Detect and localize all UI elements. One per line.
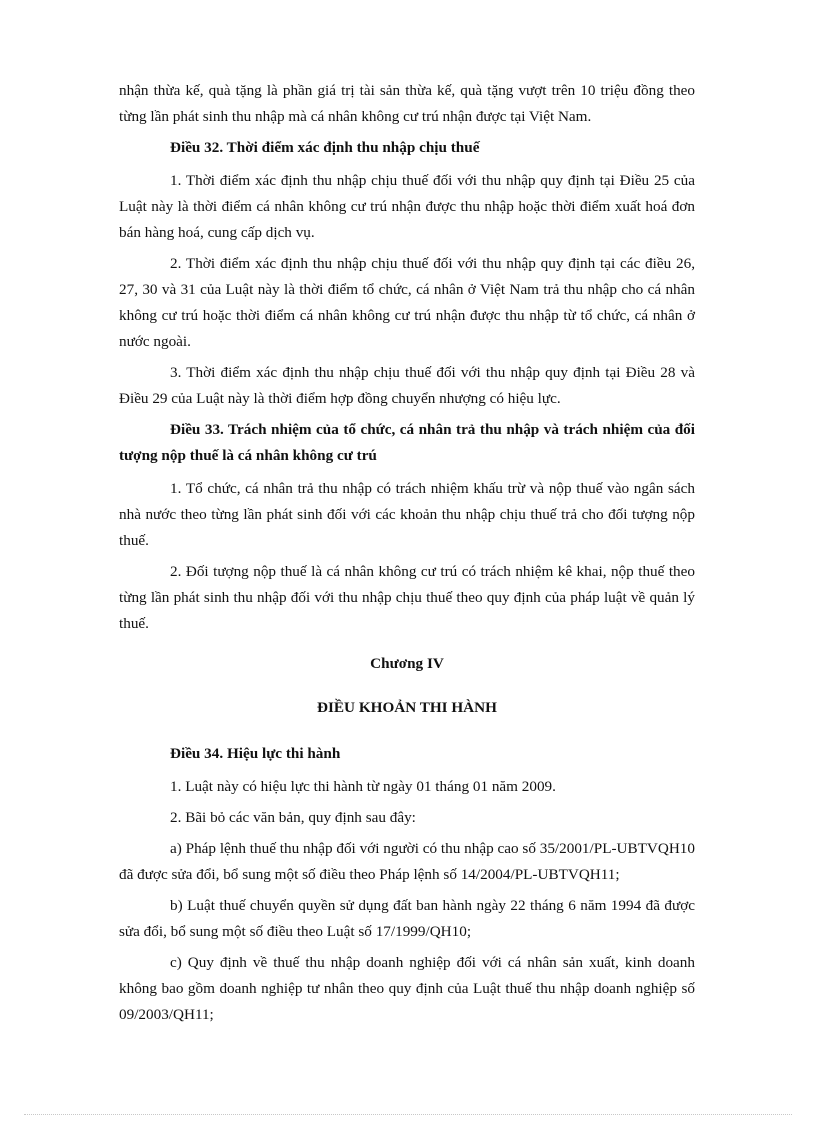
document-page <box>119 78 695 1033</box>
article-33-heading: Điều 33. Trách nhiệm của tổ chức, cá nhân trả thu nhập và trách nhiệm của đối tượng nộp thuế là cá nhân không cư trú <box>119 421 695 464</box>
page-bottom-rule <box>24 1114 792 1115</box>
article-32-clause-2: 2. Thời điểm xác định thu nhập chịu thuế đối với thu nhập quy định tại các điều 26, 27, 30 và 31 của Luật này là thời điểm tổ chức, cá nhân ở Việt Nam trả thu nhập cho cá nhân không cư trú hoặc thời điểm cá nhân không cư trú nhận được thu nhập từ tổ chức, cá nhân ở nước ngoài. <box>119 255 695 350</box>
article-32-clause-1: 1. Thời điểm xác định thu nhập chịu thuế đối với thu nhập quy định tại Điều 25 của Luật này là thời điểm cá nhân không cư trú nhận được thu nhập hoặc thời điểm xuất hoá đơn bán hàng hoá, cung cấp dịch vụ. <box>119 172 695 241</box>
chapter-title: ĐIỀU KHOẢN THI HÀNH <box>317 699 497 716</box>
article-34-item-a: a) Pháp lệnh thuế thu nhập đối với người có thu nhập cao số 35/2001/PL-UBTVQH10 đã được sửa đổi, bổ sung một số điều theo Pháp lệnh số 14/2004/PL-UBTVQH11; <box>119 840 695 883</box>
article-34-heading: Điều 34. Hiệu lực thi hành <box>170 745 341 762</box>
article-32-clause-3: 3. Thời điểm xác định thu nhập chịu thuế đối với thu nhập quy định tại Điều 28 và Điều 29 của Luật này là thời điểm hợp đồng chuyển nhượng có hiệu lực. <box>119 364 695 407</box>
article-33-clause-1: 1. Tổ chức, cá nhân trả thu nhập có trách nhiệm khấu trừ và nộp thuế vào ngân sách nhà nước theo từng lần phát sinh đối với các khoản thu nhập chịu thuế trả cho đối tượng nộp thuế. <box>119 480 695 549</box>
article-33-clause-2: 2. Đối tượng nộp thuế là cá nhân không cư trú có trách nhiệm kê khai, nộp thuế theo từng lần phát sinh thu nhập đối với thu nhập chịu thuế theo quy định của pháp luật về quản lý thuế. <box>119 563 695 632</box>
article-34-item-b: b) Luật thuế chuyển quyền sử dụng đất ban hành ngày 22 tháng 6 năm 1994 đã được sửa đổi, bổ sung một số điều theo Luật số 17/1999/QH10; <box>119 897 695 940</box>
intro-paragraph: nhận thừa kế, quà tặng là phần giá trị tài sản thừa kế, quà tặng vượt trên 10 triệu đồng theo từng lần phát sinh thu nhập mà cá nhân không cư trú nhận được tại Việt Nam. <box>119 82 695 125</box>
article-34-clause-2: 2. Bãi bỏ các văn bản, quy định sau đây: <box>170 809 416 826</box>
article-32-heading: Điều 32. Thời điểm xác định thu nhập chịu thuế <box>170 139 480 156</box>
article-34-clause-1: 1. Luật này có hiệu lực thi hành từ ngày 01 tháng 01 năm 2009. <box>170 778 556 795</box>
chapter-number: Chương IV <box>370 655 444 672</box>
article-34-item-c: c) Quy định về thuế thu nhập doanh nghiệp đối với cá nhân sản xuất, kinh doanh không bao gồm doanh nghiệp tư nhân theo quy định của Luật thuế thu nhập doanh nghiệp số 09/2003/QH11; <box>119 954 695 1023</box>
